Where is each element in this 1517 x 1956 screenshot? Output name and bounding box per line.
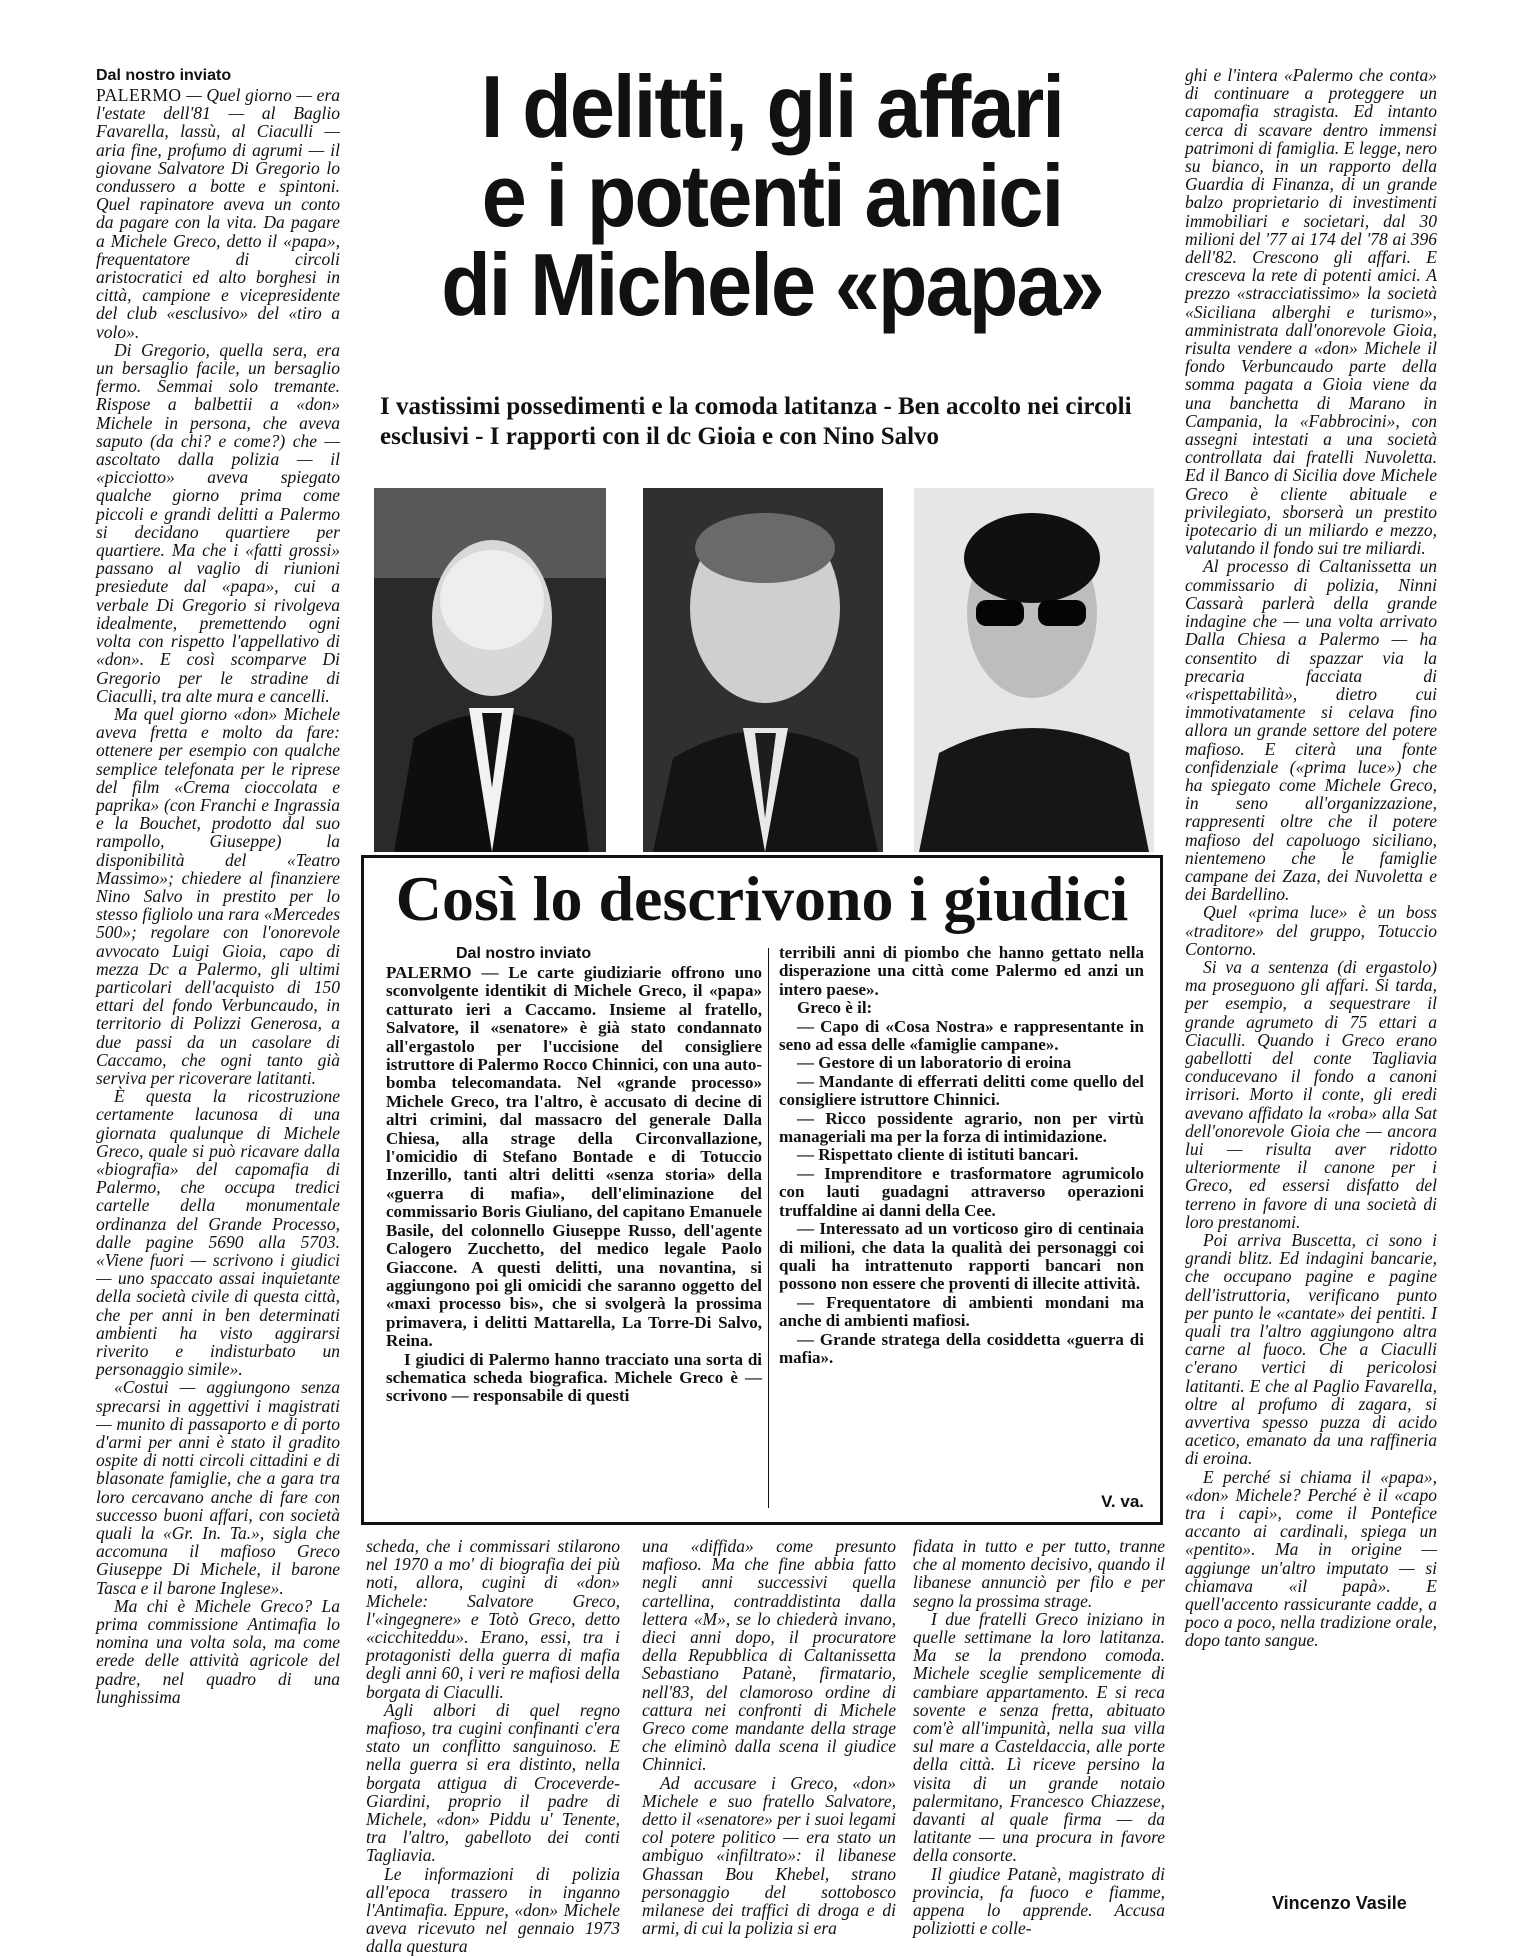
- dateline-kicker: Dal nostro inviato: [96, 67, 232, 84]
- inset-signature: V. va.: [1101, 1492, 1144, 1511]
- list-item: — Ricco possidente agrario, non per virtù manageriali ma per la forza di intimidazione.: [779, 1108, 1144, 1147]
- inset-column-right: [779, 944, 1144, 1367]
- list-item: — Imprenditore e trasformatore agrumicolo con lauti guadagni attraverso operazioni truffaldine ai danni della Cee.: [779, 1163, 1144, 1220]
- paragraph: È questa la ricostruzione certamente lacunosa di una giornata qualunque di Michele Greco, quale si può ricavare dalla «biografia» del capomafia di Palermo, che occupa tredici cartelle della monumentale ordinanza del Grande Processo, dalle pagine 5690 alla 5703. «Viene fuori — scrivono i giudici — uno spaccato assai inquietante della società civile di questa città, che per anni in ben determinati ambienti ha visto aggirarsi riverito e indisturbato un personaggio simile».: [96, 1086, 340, 1380]
- paragraph: Quel «prima luce» è un boss «traditore» del gruppo, Totuccio Contorno.: [1185, 902, 1437, 959]
- paragraph: [386, 964, 762, 1351]
- photo-michele-greco-3: [914, 488, 1154, 852]
- paragraph: Ma chi è Michele Greco? La prima commissione Antimafia lo nomina una volta sola, ma come erede delle attività agricole del padre, nel quadro di una lunghissima: [96, 1595, 340, 1707]
- photo-image: [374, 488, 606, 852]
- paragraph: I giudici di Palermo hanno tracciato una sorta di schematica scheda biografica. Michele Greco è — scrivono — responsabile di questi: [386, 1349, 762, 1406]
- article-column-bottom-b: [642, 1537, 896, 1937]
- paragraph: Si va a sentenza (di ergastolo) ma proseguono gli affari. Si tarda, per esempio, a sequestrare il grande agrumeto di 75 ettari a Ciaculli. Quando i Greco erano gabellotti del conte Tagliavia conducevano il fondo a canoni irrisori. Morto il conte, gli eredi avevano affidato la «roba» alla Sat dell'onorevole Gioia che — ancora lui — risulta aver ridotto ulteriormente il canone per i Greco, ed essersi disfatto del terreno in favore di una società di loro prestanomi.: [1185, 956, 1437, 1232]
- article-column-bottom-c: [913, 1537, 1165, 1937]
- inset-title: Così lo descrivono i giudici: [395, 863, 1129, 934]
- paragraph: ghi e l'intera «Palermo che conta» di continuare a proteggere un capomafia stragista. Ed intanto cerca di scavare dentro immensi patrimoni di famiglia. E legge, nero su bianco, in un rapporto della Guardia di Finanza, di un grande balzo proprietario di investimenti immobiliari e societari, dal 30 milioni del '77 ai 174 del '78 ai 396 dell'82. Crescono gli affari. E cresceva la rete di potenti amici. A prezzo «stracciatissimo» la società «Siciliana alberghi e turismo», amministrata dall'onorevole Gioia, risulta vendere a «don» Michele il fondo Verbuncaudo parte della somma pagata a Gioia viene da una banchetta di Marano in Campania, la «Fabbrocini», con assegni intestati a una società controllata dai fratelli Nuvoletta. Ed il Banco di Sicilia dove Michele Greco è cliente abituale e privilegiato, sborserà un prestito ipotecario di un miliardo e mezzo, valutando il fondo sui tre miliardi.: [1185, 65, 1437, 559]
- article-column-left: [96, 66, 340, 1706]
- inset-city: PALERMO: [386, 963, 472, 982]
- paragraph: Agli albori di quel regno mafioso, tra cugini confinanti c'era stato un conflitto sanguinoso. E nella guerra si era distinto, nella borgata attigua di Croceverde-Giardini, proprio il padre di Michele, «don» Piddu u' Tenente, tra l'altro, gabelloto dei conti Tagliavia.: [366, 1699, 620, 1866]
- paragraph: Greco è il:: [797, 998, 873, 1018]
- paragraph: I due fratelli Greco iniziano in quelle settimane la loro latitanza. Ma se la prendono comoda. Michele sceglie semplicemente di cambiare appartamento. E si reca sovente e senza fretta, abituato com'è all'impunità, nella sua villa sul mare a Casteldaccia, alle porte della città. Lì riceve persino la visita di un grande notaio palermitano, Francesco Chiazzese, davanti al quale firma — da latitante — una procura in favore della consorte.: [913, 1608, 1165, 1866]
- photo-michele-greco-2: [643, 488, 883, 852]
- paragraph: fidata in tutto e per tutto, tranne che al momento decisivo, quando il libanese annunciò per filo e per segno la prossima strage.: [913, 1536, 1165, 1611]
- paragraph-text: — Quel giorno — era l'estate dell'81 — al Baglio Favarella, lassù, al Ciaculli — aria fine, profumo di agrumi — il giovane Salvatore Di Gregorio lo condussero a botte e spintoni. Quel rapinatore aveva un conto da pagare con la vita. Da pagare a Michele Greco, detto il «papa», frequentatore di circoli aristocratici ed alto borghesi in città, campione e vicepresidente del club «esclusivo» del «tiro a volo».: [96, 85, 341, 342]
- paragraph: «Costui — aggiungono senza sprecarsi in aggettivi i magistrati — munito di passaporto e di porto d'armi per anni è stato il gradito ospite di notti circoli cittadini e di blasonate famiglie, che a gara tra loro cercavano anche di fare con successo buoni affari, con società quali la «Gr. In. Ta.», sigla che accomuna il mafioso Greco Giuseppe Di Michele, il barone Tasca e il barone Inglese».: [96, 1377, 340, 1598]
- dateline-city: PALERMO: [96, 85, 182, 105]
- article-column-bottom-a: [366, 1537, 620, 1956]
- inset-kicker: Dal nostro inviato: [456, 945, 592, 962]
- photo-image: [643, 488, 883, 852]
- photo-michele-greco-1: [374, 488, 606, 852]
- paragraph: Il giudice Patanè, magistrato di provincia, fa fuoco e fiamme, appena lo apprende. Accusa poliziotti e colle-: [913, 1863, 1165, 1939]
- list-item: — Frequentatore di ambienti mondani ma anche di ambienti mafiosi.: [779, 1292, 1144, 1331]
- paragraph: scheda, che i commissari stilarono nel 1970 a mo' di biografia dei più noti, allora, cugini di «don» Michele: Salvatore Greco, l'«ingegnere» e Totò Greco, detto «cicchiteddu». Erano, essi, tra i protagonisti della guerra di mafia degli anni 60, i veri re mafiosi della borgata di Ciaculli.: [366, 1536, 620, 1702]
- list-item: — Rispettato cliente di istituti bancari.: [797, 1145, 1079, 1165]
- subheadline: I vastissimi possedimenti e la comoda latitanza - Ben accolto nei circoli esclusivi - I rapporti con il dc Gioia e con Nino Salvo: [380, 393, 1132, 450]
- paragraph: terribili anni di piombo che hanno gettato nella disperazione una città come Palermo ed anzi un intero paese».: [779, 943, 1144, 999]
- paragraph: una «diffida» come presunto mafioso. Ma che fine abbia fatto negli anni successivi quella cartellina, contraddistinta dalla lettera «M», se lo chiederà invano, dieci anni dopo, il procuratore della Repubblica di Caltanissetta Sebastiano Patanè, firmatario, nell'83, del clamoroso ordine di cattura nei confronti di Michele Greco come mandante della strage che eliminò dalla scena il giudice Chinnici.: [642, 1536, 896, 1775]
- inset-column-divider: [768, 948, 769, 1508]
- headline-line-2: e i potenti amici: [481, 146, 1063, 245]
- photo-image: [914, 488, 1154, 852]
- paragraph: Poi arriva Buscetta, ci sono i grandi blitz. Ed indagini bancarie, che occupano pagine e pagine dell'istruttoria, verificano punto per punto le «cantate» dei pentiti. I quali tra l'altro aggiungono altra carne al fuoco. Che a Ciaculli c'erano vertici di pericolosi latitanti. E che al Paglio Favarella, oltre al profumo di zagara, si avvertiva spesso puzza di acido acetico, emanato da una raffineria di eroina.: [1185, 1230, 1437, 1469]
- list-item: — Grande stratega della cosiddetta «guerra di mafia».: [779, 1329, 1144, 1367]
- paragraph-text: — Le carte giudiziarie offrono uno sconvolgente identikit di Michele Greco, il «papa» catturato ieri a Caccamo. Insieme al fratello, Salvatore, il «senatore» è già stato condannato all'ergastolo per l'uccisione del consigliere istruttore di Palermo Rocco Chinnici, con una auto-bomba telecomandata. Nel «grande processo» Michele Greco, tra l'altro, è accusato di decine di altri crimini, dal massacro del generale Dalla Chiesa, alla strage della Circonvallazione, l'omicidio di Stefano Bontade e di Totuccio Inzerillo, tanti altri delitti «senza storia» della «guerra di mafia», dell'eliminazione del commissario Boris Giuliano, del capitano Emanuele Basile, del colonnello Giuseppe Russo, dell'agente Calogero Zucchetto, del medico legale Paolo Giaccone. A questi delitti, una novantina, si aggiungono poi gli omicidi che saranno oggetto del «maxi processo bis», che si svolgerà la prossima primavera, i delitti Mattarella, La Torre-Di Salvo, Reina.: [386, 963, 762, 1351]
- author-signature: Vincenzo Vasile: [1272, 1893, 1407, 1913]
- paragraph: E perché si chiama il «papa», «don» Michele? Perché è il «capo tra i capi», come il Pontefice accanto ai cardinali, spiega un «pentito». Ma in origine — aggiunge un'altro imputato — si chiamava «il papà». E quell'accento rassicurante cadde, a poco a poco, nella tradizione orale, dopo tanto sangue.: [1185, 1466, 1437, 1651]
- paragraph: Al processo di Caltanissetta un commissario di polizia, Ninni Cassarà parlerà della grande indagine che — una volta arrivato Dalla Chiesa a Palermo — ha consentito di spazzar via la precaria facciata di «rispettabilità», dietro cui immotivatamente si celava fino allora un grande settore del potere mafioso. E citerà una fonte confidenziale («prima luce») che ha spiegato come Michele Greco, in seno all'organizzazione, rappresenti oltre che il potere mafioso del capoluogo siciliano, nientemeno che le famiglie campane dei Zaza, dei Nuvoletta e dei Bardellino.: [1185, 556, 1437, 905]
- headline: [404, 57, 1140, 334]
- paragraph: Di Gregorio, quella sera, era un bersaglio facile, un bersaglio fermo. Semmai solo tremante. Rispose a balbettii a «don» Michele in persona, che aveva saputo (da chi? e come?) che — ascoltato dalla polizia — il «picciotto» aveva spiegato qualche giorno prima come piccoli e grandi delitti a Palermo si decidano quartiere per quartiere. Ma che i «fatti grossi» passano al vaglio di riunioni presiedute dal «papa», cui a verbale Di Gregorio si rivolgeva idealmente, premettendo ogni volta con rispetto l'appellativo di «don». E così scomparve Di Gregorio per le stradine di Ciaculli, tra alte mura e cancelli.: [96, 339, 340, 706]
- paragraph: Ad accusare i Greco, «don» Michele e suo fratello Salvatore, detto il «senatore» per i suoi legami col potere politico — era stato un ambiguo «infiltrato»: il libanese Ghassan Bou Khebel, strano personaggio del sottobosco milanese dei traffici di droga e di armi, di cui la polizia si era: [642, 1772, 896, 1939]
- list-item: — Mandante di efferrati delitti come quello del consigliere istruttore Chinnici.: [779, 1071, 1144, 1110]
- headline-line-1: I delitti, gli affari: [480, 57, 1064, 156]
- inset-column-left: [386, 944, 762, 1406]
- list-item: — Capo di «Cosa Nostra» e rappresentante in seno ad essa delle «famiglie campane».: [779, 1016, 1144, 1055]
- paragraph: [96, 86, 340, 341]
- list-item: — Interessato ad un vorticoso giro di centinaia di milioni, che data la qualità dei personaggi coi quali ha intrattenuto rapporti bancari non possono non essere che proventi di illecite attività.: [779, 1219, 1144, 1294]
- list-item: — Gestore di un laboratorio di eroina: [797, 1053, 1072, 1073]
- paragraph: Le informazioni di polizia all'epoca trassero in inganno l'Antimafia. Eppure, «don» Michele aveva ricevuto nel gennaio 1973 dalla questura: [366, 1863, 620, 1956]
- article-column-right: [1185, 66, 1437, 1650]
- paragraph: Ma quel giorno «don» Michele aveva fretta e molto da fare: ottenere per esempio con qualche semplice telefonata per le riprese del film «Crema cioccolata e paprika» (con Franchi e Ingrassia e la Bouchet, prodotto dal suo rampollo, Giuseppe) la disponibilità del «Teatro Massimo»; chiedere al finanziere Nino Salvo in prestito per lo stesso figliolo una rara «Mercedes 500»; regolare con l'onorevole avvocato Luigi Gioia, capo di mezza Dc a Palermo, gli ultimi particolari dell'acquisto di 150 ettari del fondo Verbuncaudo, in territorio di Polizzi Generosa, a due passi da un casolare di Caccamo, che ogni tanto già serviva per ricoverare latitanti.: [96, 703, 340, 1088]
- inset-box: [361, 855, 1163, 1525]
- headline-line-3: di Michele «papa»: [441, 235, 1103, 334]
